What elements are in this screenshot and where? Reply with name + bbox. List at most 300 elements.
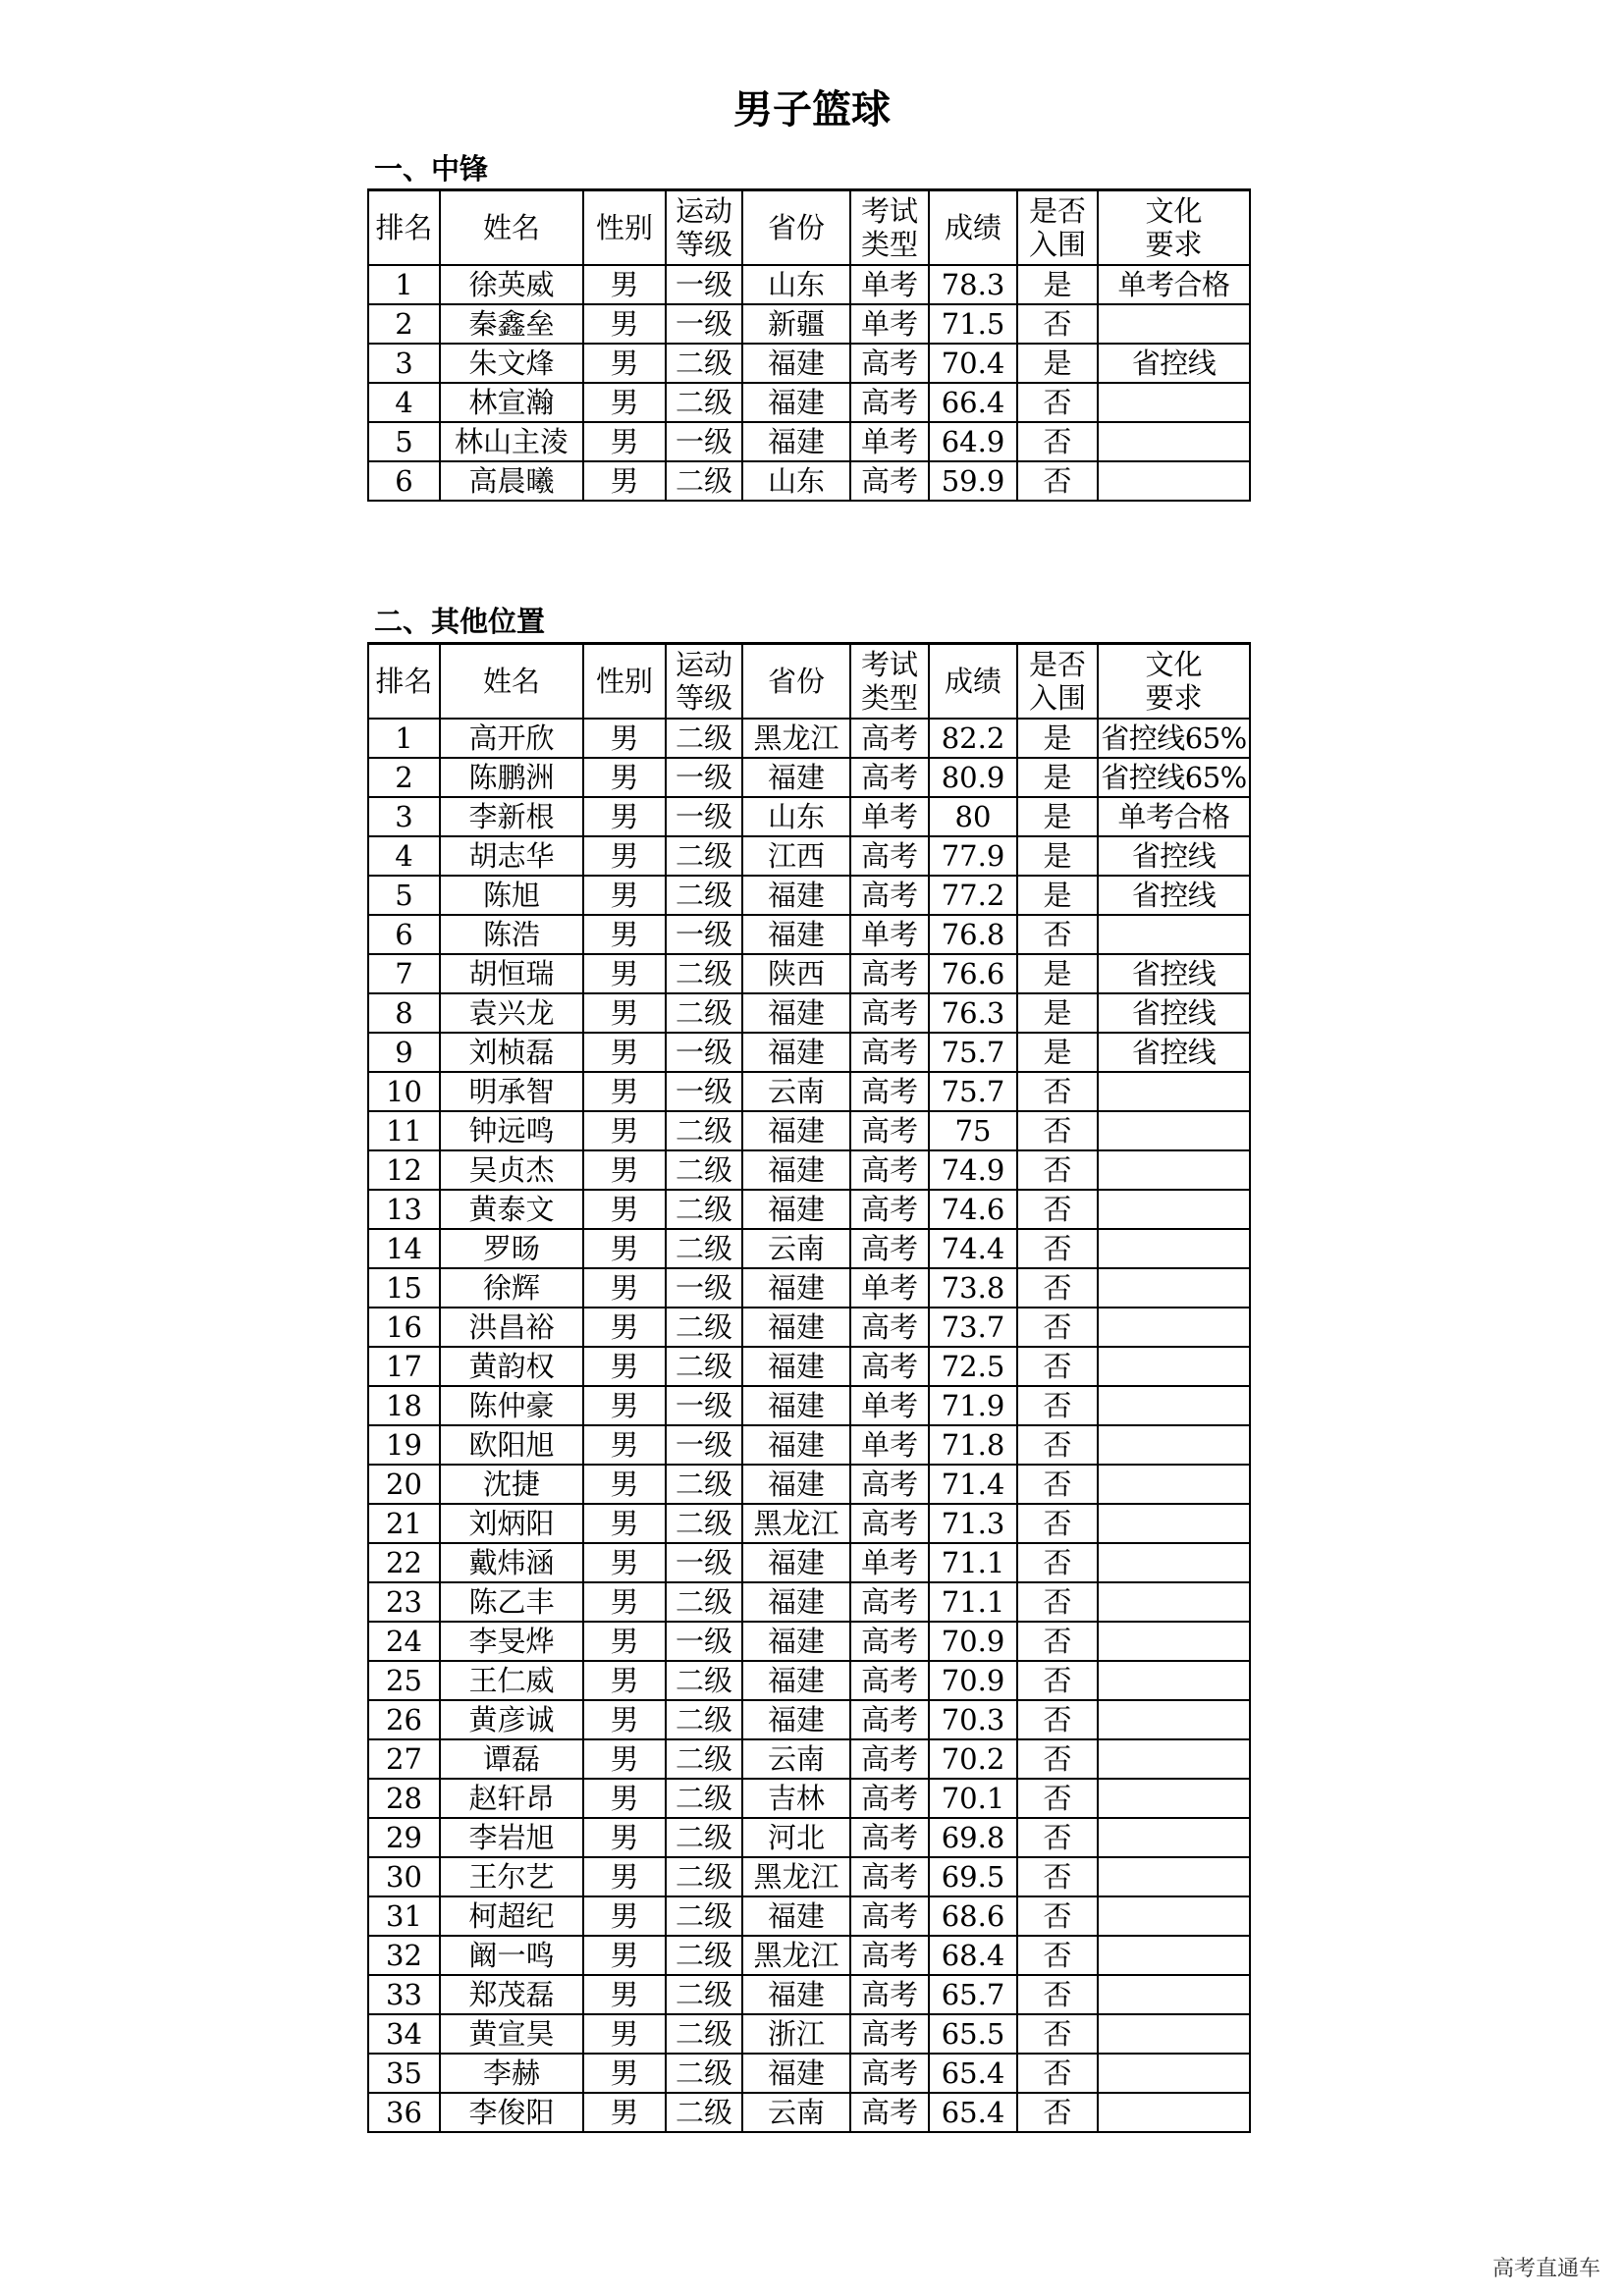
cell-culture-requirement [1098, 383, 1250, 422]
cell-rank: 26 [368, 1700, 440, 1739]
cell-gender: 男 [583, 265, 666, 304]
cell-sport-level: 二级 [666, 1739, 742, 1779]
cell-qualified: 否 [1017, 2093, 1098, 2132]
cell-rank: 33 [368, 1975, 440, 2014]
cell-exam-type: 高考 [850, 1347, 929, 1386]
cell-rank: 34 [368, 2014, 440, 2054]
cell-qualified: 否 [1017, 1190, 1098, 1229]
cell-province: 浙江 [742, 2014, 850, 2054]
cell-rank: 12 [368, 1150, 440, 1190]
cell-qualified: 否 [1017, 1425, 1098, 1465]
cell-exam-type: 单考 [850, 1386, 929, 1425]
cell-province: 福建 [742, 915, 850, 954]
cell-gender: 男 [583, 1190, 666, 1229]
cell-sport-level: 一级 [666, 758, 742, 797]
cell-culture-requirement [1098, 1150, 1250, 1190]
cell-culture-requirement [1098, 1896, 1250, 1936]
cell-name: 胡志华 [440, 836, 583, 876]
cell-province: 福建 [742, 1622, 850, 1661]
cell-exam-type: 高考 [850, 1190, 929, 1229]
cell-exam-type: 高考 [850, 1857, 929, 1896]
cell-gender: 男 [583, 1150, 666, 1190]
cell-sport-level: 一级 [666, 265, 742, 304]
cell-culture-requirement: 省控线 [1098, 993, 1250, 1033]
cell-rank: 4 [368, 836, 440, 876]
cell-rank: 5 [368, 876, 440, 915]
cell-qualified: 否 [1017, 2014, 1098, 2054]
cell-rank: 31 [368, 1896, 440, 1936]
cell-sport-level: 二级 [666, 1308, 742, 1347]
cell-score: 73.8 [929, 1268, 1017, 1308]
cell-name: 柯超纪 [440, 1896, 583, 1936]
cell-gender: 男 [583, 1347, 666, 1386]
cell-score: 71.4 [929, 1465, 1017, 1504]
cell-gender: 男 [583, 1661, 666, 1700]
cell-culture-requirement [1098, 1308, 1250, 1347]
cell-sport-level: 二级 [666, 719, 742, 758]
cell-qualified: 否 [1017, 2054, 1098, 2093]
cell-culture-requirement [1098, 1465, 1250, 1504]
cell-culture-requirement [1098, 1779, 1250, 1818]
cell-province: 吉林 [742, 1779, 850, 1818]
cell-exam-type: 高考 [850, 2093, 929, 2132]
cell-gender: 男 [583, 915, 666, 954]
table-row [368, 993, 1250, 1033]
cell-name: 刘桢磊 [440, 1033, 583, 1072]
cell-rank: 13 [368, 1190, 440, 1229]
table-row [368, 344, 1250, 383]
cell-culture-requirement [1098, 1111, 1250, 1150]
cell-qualified: 否 [1017, 1229, 1098, 1268]
cell-culture-requirement: 单考合格 [1098, 797, 1250, 836]
cell-gender: 男 [583, 1033, 666, 1072]
cell-qualified: 否 [1017, 1308, 1098, 1347]
cell-gender: 男 [583, 383, 666, 422]
cell-rank: 2 [368, 758, 440, 797]
table-row [368, 1072, 1250, 1111]
cell-sport-level: 二级 [666, 1896, 742, 1936]
cell-gender: 男 [583, 1543, 666, 1582]
cell-province: 河北 [742, 1818, 850, 1857]
cell-exam-type: 单考 [850, 265, 929, 304]
cell-sport-level: 一级 [666, 1425, 742, 1465]
table-row [368, 461, 1250, 501]
page-title: 男子篮球 [733, 87, 891, 133]
cell-score: 74.9 [929, 1150, 1017, 1190]
cell-sport-level: 二级 [666, 993, 742, 1033]
cell-gender: 男 [583, 1622, 666, 1661]
cell-sport-level: 二级 [666, 1700, 742, 1739]
cell-name: 沈捷 [440, 1465, 583, 1504]
cell-name: 徐英威 [440, 265, 583, 304]
cell-rank: 7 [368, 954, 440, 993]
cell-rank: 9 [368, 1033, 440, 1072]
cell-gender: 男 [583, 1936, 666, 1975]
cell-exam-type: 高考 [850, 461, 929, 501]
cell-culture-requirement [1098, 1661, 1250, 1700]
cell-score: 70.1 [929, 1779, 1017, 1818]
cell-exam-type: 高考 [850, 1465, 929, 1504]
cell-exam-type: 高考 [850, 1739, 929, 1779]
cell-sport-level: 二级 [666, 1857, 742, 1896]
cell-score: 74.6 [929, 1190, 1017, 1229]
cell-name: 陈浩 [440, 915, 583, 954]
cell-name: 李俊阳 [440, 2093, 583, 2132]
cell-sport-level: 一级 [666, 304, 742, 344]
cell-province: 山东 [742, 461, 850, 501]
table-row [368, 1386, 1250, 1425]
cell-sport-level: 二级 [666, 954, 742, 993]
cell-exam-type: 高考 [850, 1779, 929, 1818]
cell-province: 黑龙江 [742, 1504, 850, 1543]
cell-exam-type: 单考 [850, 1425, 929, 1465]
cell-score: 71.1 [929, 1582, 1017, 1622]
cell-culture-requirement [1098, 1739, 1250, 1779]
cell-province: 云南 [742, 1739, 850, 1779]
cell-name: 吴贞杰 [440, 1150, 583, 1190]
cell-exam-type: 高考 [850, 344, 929, 383]
cell-score: 70.2 [929, 1739, 1017, 1779]
cell-culture-requirement [1098, 1857, 1250, 1896]
cell-qualified: 否 [1017, 1739, 1098, 1779]
cell-culture-requirement [1098, 1622, 1250, 1661]
column-header-sport-level: 运动 等级 [666, 644, 742, 720]
table-row [368, 1465, 1250, 1504]
cell-gender: 男 [583, 1386, 666, 1425]
cell-rank: 3 [368, 797, 440, 836]
cell-score: 78.3 [929, 265, 1017, 304]
column-header-name: 姓名 [440, 190, 583, 266]
cell-name: 李新根 [440, 797, 583, 836]
table-row [368, 1543, 1250, 1582]
cell-sport-level: 二级 [666, 1347, 742, 1386]
cell-exam-type: 高考 [850, 758, 929, 797]
cell-exam-type: 高考 [850, 954, 929, 993]
cell-province: 福建 [742, 1150, 850, 1190]
cell-score: 65.4 [929, 2054, 1017, 2093]
table-row [368, 1190, 1250, 1229]
cell-qualified: 否 [1017, 1896, 1098, 1936]
table-row [368, 1504, 1250, 1543]
table-row [368, 422, 1250, 461]
cell-score: 66.4 [929, 383, 1017, 422]
table-row [368, 1150, 1250, 1190]
cell-exam-type: 高考 [850, 2014, 929, 2054]
cell-province: 福建 [742, 1661, 850, 1700]
cell-gender: 男 [583, 1818, 666, 1857]
center-table [367, 188, 1251, 502]
cell-exam-type: 单考 [850, 915, 929, 954]
cell-score: 76.6 [929, 954, 1017, 993]
table-row [368, 1033, 1250, 1072]
cell-province: 黑龙江 [742, 1936, 850, 1975]
cell-gender: 男 [583, 422, 666, 461]
cell-qualified: 否 [1017, 422, 1098, 461]
cell-sport-level: 一级 [666, 1072, 742, 1111]
cell-sport-level: 二级 [666, 1779, 742, 1818]
cell-gender: 男 [583, 797, 666, 836]
cell-rank: 32 [368, 1936, 440, 1975]
cell-culture-requirement [1098, 1504, 1250, 1543]
column-header-province: 省份 [742, 644, 850, 720]
cell-rank: 36 [368, 2093, 440, 2132]
cell-culture-requirement [1098, 422, 1250, 461]
cell-sport-level: 一级 [666, 915, 742, 954]
cell-qualified: 否 [1017, 1857, 1098, 1896]
cell-rank: 25 [368, 1661, 440, 1700]
cell-name: 郑茂磊 [440, 1975, 583, 2014]
table-row [368, 265, 1250, 304]
cell-rank: 29 [368, 1818, 440, 1857]
cell-name: 陈鹏洲 [440, 758, 583, 797]
cell-rank: 22 [368, 1543, 440, 1582]
cell-sport-level: 一级 [666, 1386, 742, 1425]
cell-rank: 27 [368, 1739, 440, 1779]
table-row [368, 2093, 1250, 2132]
cell-culture-requirement [1098, 461, 1250, 501]
cell-province: 福建 [742, 993, 850, 1033]
cell-exam-type: 高考 [850, 993, 929, 1033]
cell-province: 新疆 [742, 304, 850, 344]
cell-qualified: 否 [1017, 1582, 1098, 1622]
column-header-score: 成绩 [929, 190, 1017, 266]
cell-province: 福建 [742, 2054, 850, 2093]
cell-province: 福建 [742, 422, 850, 461]
section-heading-center: 一、中锋 [374, 152, 489, 186]
cell-name: 陈旭 [440, 876, 583, 915]
cell-name: 黄宣昊 [440, 2014, 583, 2054]
cell-qualified: 否 [1017, 915, 1098, 954]
cell-rank: 14 [368, 1229, 440, 1268]
cell-sport-level: 二级 [666, 383, 742, 422]
cell-rank: 8 [368, 993, 440, 1033]
cell-gender: 男 [583, 1739, 666, 1779]
cell-score: 65.7 [929, 1975, 1017, 2014]
cell-culture-requirement [1098, 1936, 1250, 1975]
cell-exam-type: 高考 [850, 1150, 929, 1190]
cell-province: 云南 [742, 2093, 850, 2132]
cell-province: 福建 [742, 1975, 850, 2014]
cell-province: 福建 [742, 1543, 850, 1582]
cell-qualified: 否 [1017, 1975, 1098, 2014]
cell-sport-level: 二级 [666, 1229, 742, 1268]
cell-name: 戴炜涵 [440, 1543, 583, 1582]
cell-rank: 1 [368, 265, 440, 304]
cell-sport-level: 二级 [666, 836, 742, 876]
cell-exam-type: 高考 [850, 1111, 929, 1150]
cell-exam-type: 高考 [850, 1700, 929, 1739]
cell-score: 70.9 [929, 1661, 1017, 1700]
column-header-province: 省份 [742, 190, 850, 266]
cell-gender: 男 [583, 836, 666, 876]
column-header-qualified: 是否 入围 [1017, 644, 1098, 720]
cell-score: 71.5 [929, 304, 1017, 344]
table-header-row [368, 644, 1250, 720]
cell-exam-type: 高考 [850, 719, 929, 758]
cell-sport-level: 二级 [666, 1150, 742, 1190]
cell-rank: 16 [368, 1308, 440, 1347]
cell-sport-level: 二级 [666, 1661, 742, 1700]
cell-culture-requirement [1098, 1975, 1250, 2014]
cell-province: 黑龙江 [742, 1857, 850, 1896]
cell-name: 黄彦诚 [440, 1700, 583, 1739]
cell-qualified: 否 [1017, 1779, 1098, 1818]
section-heading-other: 二、其他位置 [374, 605, 546, 638]
cell-name: 阚一鸣 [440, 1936, 583, 1975]
cell-sport-level: 二级 [666, 1936, 742, 1975]
cell-province: 福建 [742, 1190, 850, 1229]
cell-qualified: 否 [1017, 1504, 1098, 1543]
table-row [368, 1111, 1250, 1150]
cell-gender: 男 [583, 993, 666, 1033]
cell-qualified: 是 [1017, 758, 1098, 797]
cell-province: 福建 [742, 1700, 850, 1739]
table-row [368, 1818, 1250, 1857]
cell-qualified: 是 [1017, 954, 1098, 993]
cell-culture-requirement [1098, 1190, 1250, 1229]
cell-exam-type: 高考 [850, 1896, 929, 1936]
table-row [368, 1779, 1250, 1818]
table-row [368, 1857, 1250, 1896]
table-row [368, 719, 1250, 758]
table-row [368, 1739, 1250, 1779]
cell-rank: 19 [368, 1425, 440, 1465]
cell-qualified: 是 [1017, 1033, 1098, 1072]
cell-culture-requirement [1098, 2054, 1250, 2093]
cell-province: 福建 [742, 1308, 850, 1347]
cell-culture-requirement: 省控线 [1098, 954, 1250, 993]
cell-rank: 1 [368, 719, 440, 758]
cell-gender: 男 [583, 1072, 666, 1111]
table-row [368, 2054, 1250, 2093]
table-header-row [368, 190, 1250, 266]
cell-province: 山东 [742, 265, 850, 304]
cell-name: 钟远鸣 [440, 1111, 583, 1150]
cell-gender: 男 [583, 2054, 666, 2093]
cell-score: 82.2 [929, 719, 1017, 758]
cell-sport-level: 二级 [666, 1111, 742, 1150]
cell-rank: 2 [368, 304, 440, 344]
cell-name: 洪昌裕 [440, 1308, 583, 1347]
cell-province: 福建 [742, 344, 850, 383]
cell-culture-requirement [1098, 1582, 1250, 1622]
cell-exam-type: 单考 [850, 1268, 929, 1308]
column-header-qualified: 是否 入围 [1017, 190, 1098, 266]
cell-name: 秦鑫垒 [440, 304, 583, 344]
cell-name: 黄韵权 [440, 1347, 583, 1386]
cell-sport-level: 二级 [666, 2014, 742, 2054]
cell-score: 76.8 [929, 915, 1017, 954]
cell-rank: 5 [368, 422, 440, 461]
cell-province: 福建 [742, 383, 850, 422]
cell-sport-level: 一级 [666, 1033, 742, 1072]
cell-gender: 男 [583, 719, 666, 758]
cell-name: 赵轩昂 [440, 1779, 583, 1818]
cell-score: 80 [929, 797, 1017, 836]
column-header-gender: 性别 [583, 190, 666, 266]
column-header-gender: 性别 [583, 644, 666, 720]
cell-name: 明承智 [440, 1072, 583, 1111]
table-row [368, 1582, 1250, 1622]
cell-culture-requirement [1098, 915, 1250, 954]
cell-culture-requirement: 省控线 [1098, 876, 1250, 915]
cell-province: 福建 [742, 1111, 850, 1150]
cell-score: 71.3 [929, 1504, 1017, 1543]
cell-gender: 男 [583, 1229, 666, 1268]
cell-qualified: 否 [1017, 1268, 1098, 1308]
cell-gender: 男 [583, 1975, 666, 2014]
cell-province: 江西 [742, 836, 850, 876]
cell-sport-level: 二级 [666, 461, 742, 501]
cell-rank: 15 [368, 1268, 440, 1308]
cell-exam-type: 高考 [850, 2054, 929, 2093]
cell-exam-type: 高考 [850, 1936, 929, 1975]
cell-rank: 30 [368, 1857, 440, 1896]
cell-rank: 18 [368, 1386, 440, 1425]
cell-culture-requirement [1098, 1700, 1250, 1739]
cell-score: 74.4 [929, 1229, 1017, 1268]
cell-province: 福建 [742, 1033, 850, 1072]
cell-qualified: 否 [1017, 1072, 1098, 1111]
cell-gender: 男 [583, 2014, 666, 2054]
cell-sport-level: 二级 [666, 1818, 742, 1857]
cell-qualified: 否 [1017, 1661, 1098, 1700]
table-row [368, 1700, 1250, 1739]
cell-gender: 男 [583, 461, 666, 501]
cell-qualified: 是 [1017, 836, 1098, 876]
cell-score: 69.8 [929, 1818, 1017, 1857]
table-row [368, 1347, 1250, 1386]
cell-gender: 男 [583, 1700, 666, 1739]
cell-gender: 男 [583, 1857, 666, 1896]
cell-score: 75.7 [929, 1033, 1017, 1072]
table-row [368, 876, 1250, 915]
cell-qualified: 否 [1017, 304, 1098, 344]
cell-score: 68.4 [929, 1936, 1017, 1975]
cell-rank: 28 [368, 1779, 440, 1818]
cell-province: 福建 [742, 1582, 850, 1622]
cell-exam-type: 高考 [850, 1229, 929, 1268]
cell-province: 福建 [742, 1465, 850, 1504]
cell-gender: 男 [583, 1896, 666, 1936]
cell-exam-type: 高考 [850, 1072, 929, 1111]
cell-score: 72.5 [929, 1347, 1017, 1386]
column-header-sport-level: 运动 等级 [666, 190, 742, 266]
cell-qualified: 是 [1017, 719, 1098, 758]
cell-score: 71.9 [929, 1386, 1017, 1425]
cell-score: 75.7 [929, 1072, 1017, 1111]
cell-score: 59.9 [929, 461, 1017, 501]
cell-score: 69.5 [929, 1857, 1017, 1896]
cell-gender: 男 [583, 2093, 666, 2132]
cell-sport-level: 一级 [666, 797, 742, 836]
cell-culture-requirement [1098, 1072, 1250, 1111]
cell-name: 李岩旭 [440, 1818, 583, 1857]
cell-sport-level: 二级 [666, 2093, 742, 2132]
cell-qualified: 否 [1017, 1543, 1098, 1582]
column-header-score: 成绩 [929, 644, 1017, 720]
cell-exam-type: 单考 [850, 422, 929, 461]
cell-gender: 男 [583, 1779, 666, 1818]
cell-culture-requirement [1098, 1229, 1250, 1268]
cell-culture-requirement [1098, 304, 1250, 344]
cell-province: 福建 [742, 1347, 850, 1386]
cell-gender: 男 [583, 1111, 666, 1150]
cell-qualified: 否 [1017, 1347, 1098, 1386]
cell-gender: 男 [583, 1582, 666, 1622]
cell-rank: 17 [368, 1347, 440, 1386]
cell-gender: 男 [583, 304, 666, 344]
